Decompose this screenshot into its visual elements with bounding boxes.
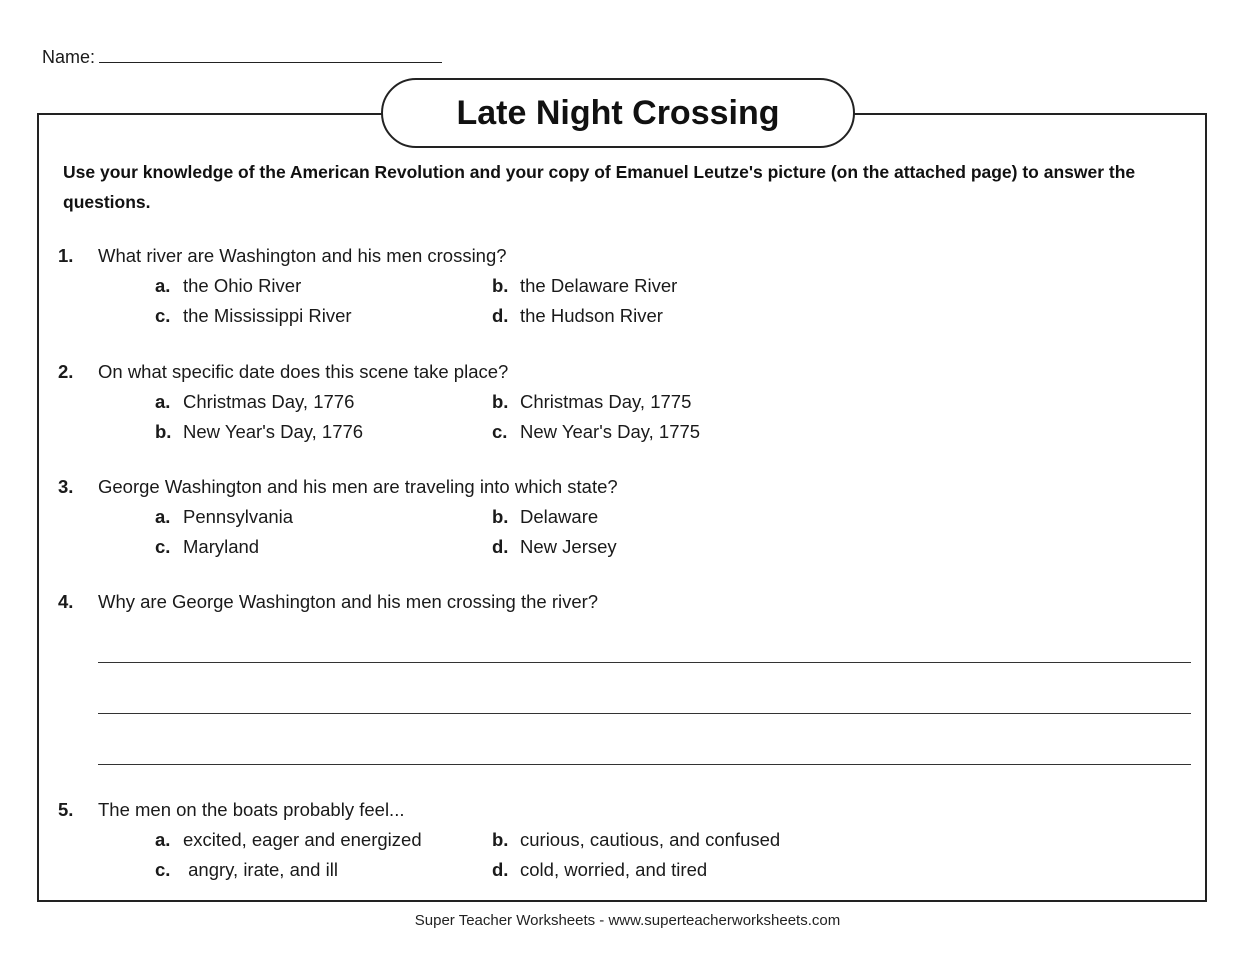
answer-line[interactable] [98,764,1191,765]
option-letter: d. [492,859,509,880]
answer-line[interactable] [98,713,1191,714]
q1-option-c [155,305,352,327]
name-field-row [42,44,442,68]
option-letter: a. [155,391,171,412]
option-text: the Ohio River [183,275,302,296]
answer-line[interactable] [98,662,1191,663]
question-text: What river are Washington and his men crossing? [98,245,507,266]
option-text: New Year's Day, 1776 [183,421,364,442]
option-text: New Jersey [520,536,617,557]
option-letter: b. [155,421,172,442]
footer-credit: Super Teacher Worksheets - www.superteacherworksheets.com [414,912,841,929]
option-letter: d. [492,536,509,557]
option-text: Pennsylvania [183,506,294,527]
option-letter: b. [492,506,509,527]
option-text: Maryland [183,536,260,557]
q3-option-c [155,536,259,558]
option-text: Delaware [520,506,599,527]
option-text: curious, cautious, and confused [520,829,781,850]
q2-option-b [492,391,691,413]
option-text: cold, worried, and tired [520,859,708,880]
q1-option-a [155,275,301,297]
option-text: angry, irate, and ill [183,859,338,880]
q2-option-a [155,391,354,413]
question-number: 2. [58,361,74,382]
option-text: the Mississippi River [183,305,352,326]
option-letter: c. [155,536,171,557]
option-text: the Hudson River [520,305,663,326]
option-text: Christmas Day, 1776 [183,391,355,412]
option-letter: c. [492,421,508,442]
question-text: Why are George Washington and his men crossing the river? [98,591,599,612]
worksheet-title: Late Night Crossing [381,78,855,148]
option-text: Christmas Day, 1775 [520,391,692,412]
question-text: George Washington and his men are traveling into which state? [98,476,618,497]
option-text: excited, eager and energized [183,829,422,850]
q3-option-d [492,536,617,558]
option-text: the Delaware River [520,275,678,296]
option-letter: b. [492,391,509,412]
q5-option-b [492,829,780,851]
q1-option-d [492,305,663,327]
question-text: The men on the boats probably feel... [98,799,405,820]
q5-option-d [492,859,707,881]
option-text: New Year's Day, 1775 [520,421,701,442]
question-number: 3. [58,476,74,497]
q5-option-c [155,859,338,881]
option-letter: b. [492,829,509,850]
option-letter: c. [155,305,171,326]
option-letter: c. [155,859,171,880]
q3-option-a [155,506,293,528]
option-letter: a. [155,506,171,527]
option-letter: b. [492,275,509,296]
q5-option-a [155,829,422,851]
option-letter: a. [155,275,171,296]
instructions-text: Use your knowledge of the American Revolution and your copy of Emanuel Leutze's picture (on the attached page) to answer the questions. [63,162,1136,212]
option-letter: d. [492,305,509,326]
name-label: Name: [42,47,96,67]
q3-option-b [492,506,598,528]
option-letter: a. [155,829,171,850]
question-number: 4. [58,591,74,612]
q2-option-c [155,421,363,443]
question-text: On what specific date does this scene take place? [98,361,509,382]
q2-option-d [492,421,700,443]
q1-option-b [492,275,677,297]
name-blank-line[interactable] [99,44,442,63]
question-number: 1. [58,245,74,266]
question-number: 5. [58,799,74,820]
